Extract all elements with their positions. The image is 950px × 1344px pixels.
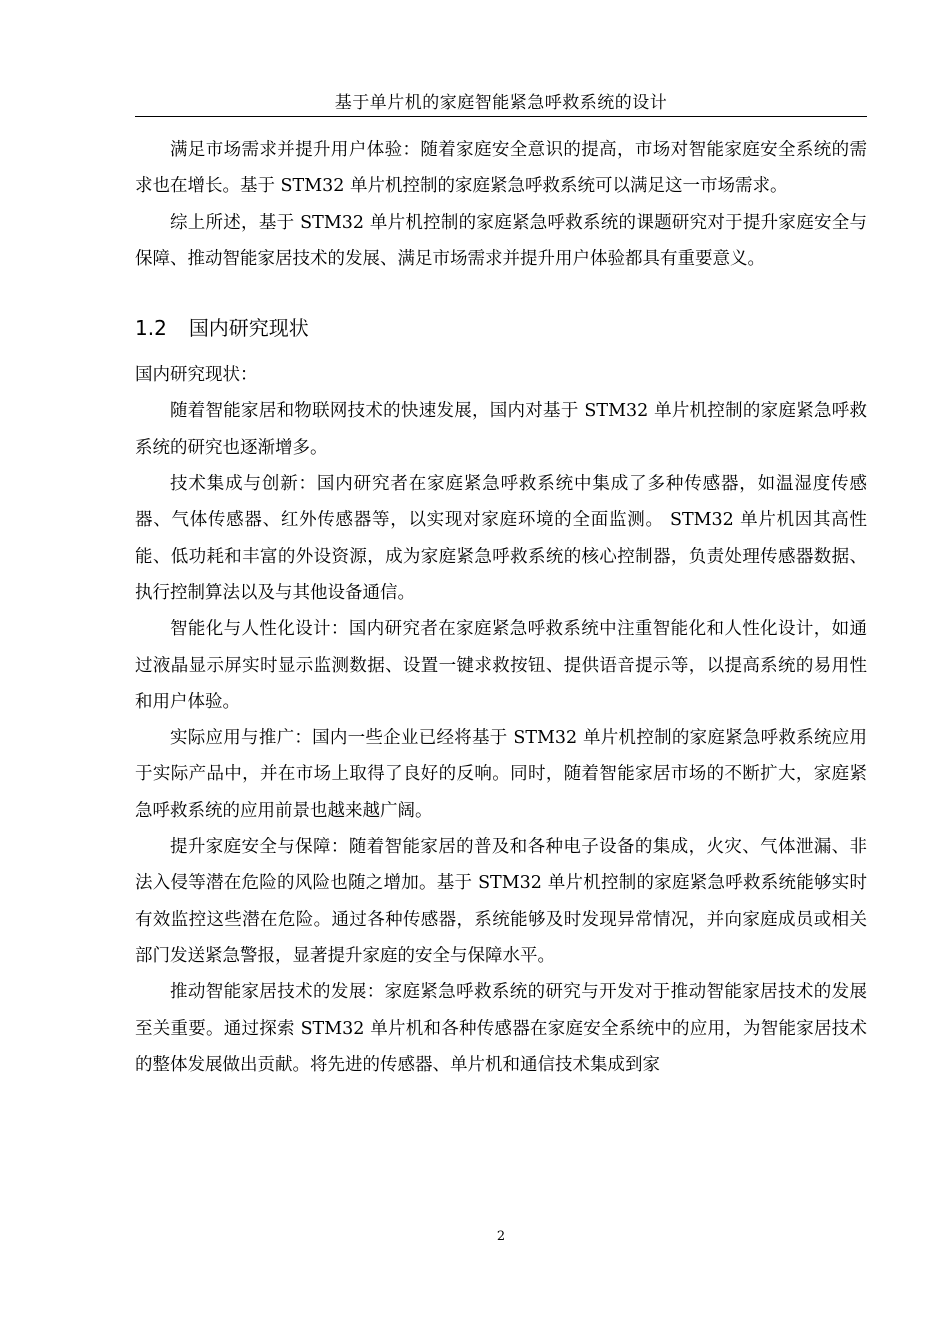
paragraph: 满足市场需求并提升用户体验：随着家庭安全意识的提高，市场对智能家庭安全系统的需求也在增长。基于 STM32 单片机控制的家庭紧急呼救系统可以满足这一市场需求。 — [135, 140, 867, 197]
paragraph: 实际应用与推广：国内一些企业已经将基于 STM32 单片机控制的家庭紧急呼救系统应用于实际产品中，并在市场上取得了良好的反响。同时，随着智能家居市场的不断扩大，家庭紧急呼救系统的应用前景也越来越广阔。 — [135, 728, 867, 821]
paragraph: 智能化与人性化设计：国内研究者在家庭紧急呼救系统中注重智能化和人性化设计，如通过液晶显示屏实时显示监测数据、设置一键求救按钮、提供语音提示等，以提高系统的易用性和用户体验。 — [135, 619, 867, 712]
paragraph: 随着智能家居和物联网技术的快速发展，国内对基于 STM32 单片机控制的家庭紧急呼救系统的研究也逐渐增多。 — [135, 401, 867, 458]
section-lead: 国内研究现状： — [135, 365, 258, 386]
paragraph: 提升家庭安全与保障：随着智能家居的普及和各种电子设备的集成，火灾、气体泄漏、非法入侵等潜在危险的风险也随之增加。基于 STM32 单片机控制的家庭紧急呼救系统能够实时有效监控这些潜在危险。通过各种传感器，系统能够及时发现异常情况，并向家庭成员或相关部门发送紧急警报，显著提升家庭的安全与保障水平。 — [135, 837, 867, 966]
running-header: 基于单片机的家庭智能紧急呼救系统的设计 — [334, 93, 668, 113]
paragraph: 综上所述，基于 STM32 单片机控制的家庭紧急呼救系统的课题研究对于提升家庭安全与保障、推动智能家居技术的发展、满足市场需求并提升用户体验都具有重要意义。 — [135, 212, 867, 269]
section-number: 1.2 — [135, 316, 167, 341]
section-title: 国内研究现状 — [188, 316, 309, 341]
section-heading — [135, 313, 867, 343]
header-rule — [135, 116, 867, 117]
paragraph: 推动智能家居技术的发展：家庭紧急呼救系统的研究与开发对于推动智能家居技术的发展至关重要。通过探索 STM32 单片机和各种传感器在家庭安全系统中的应用，为智能家居技术的整体发展做出贡献。将先进的传感器、单片机和通信技术集成到家 — [135, 982, 867, 1075]
page-number: 2 — [496, 1229, 506, 1244]
paragraph: 技术集成与创新：国内研究者在家庭紧急呼救系统中集成了多种传感器，如温湿度传感器、气体传感器、红外传感器等，以实现对家庭环境的全面监测。 STM32 单片机因其高性能、低功耗和丰富的外设资源，成为家庭紧急呼救系统的核心控制器，负责处理传感器数据、执行控制算法以及与其他设备通信。 — [135, 474, 867, 603]
body-text — [135, 132, 867, 1083]
